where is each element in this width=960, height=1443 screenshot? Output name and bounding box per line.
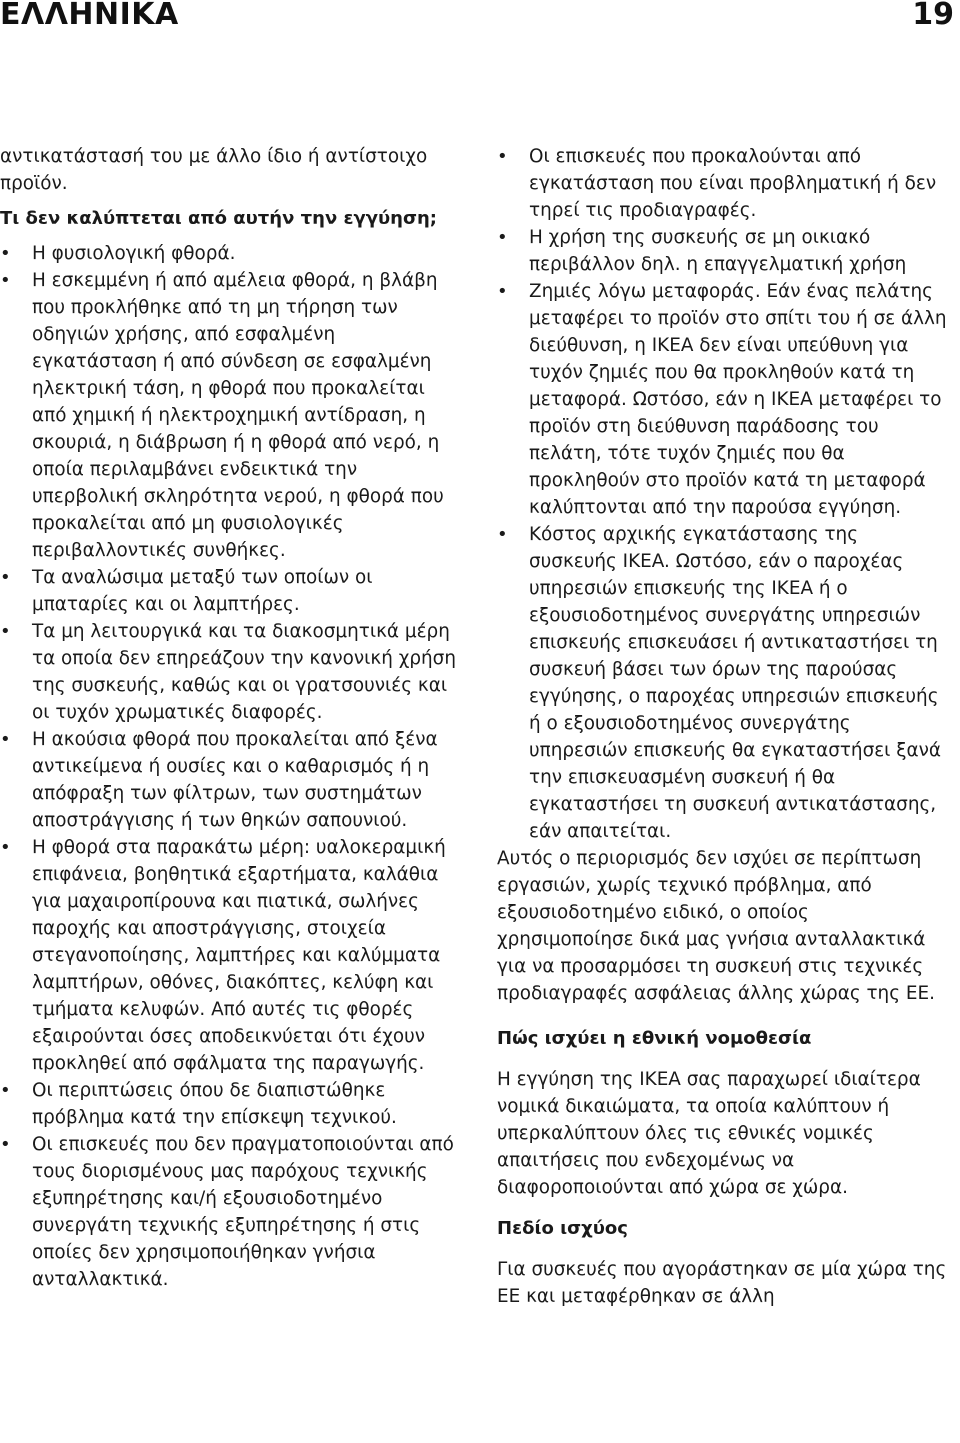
scope-heading: Πεδίο ισχύος [497, 1218, 628, 1239]
limitation-paragraph: Αυτός ο περιορισμός δεν ισχύει σε περίπτωση εργασιών, χωρίς τεχνικό πρόβλημα, από εξουσιοδοτημένο ειδικό, ο οποίος χρησιμοποίησε δικά μας γνήσια ανταλλακτικά για να προσαρμόσει τη συσκευή στις τεχνικές προδιαγραφές ασφάλειας άλλης χώρας της ΕΕ. [497, 848, 935, 1004]
list-item: • Οι επισκευές που δεν πραγματοποιούνται από τους διορισμένους μας παρόχους τεχνικής εξυπηρέτησης και/ή εξουσιοδοτημένο συνεργάτη τεχνικής εξυπηρέτησης ή στις οποίες δεν χρησιμοποιήθηκαν γνήσια ανταλλακτικά. [0, 1131, 462, 1293]
national-law-paragraph: Η εγγύηση της IKEA σας παραχωρεί ιδιαίτερα νομικά δικαιώματα, τα οποία καλύπτουν ή υπερκαλύπτουν όλες τις εθνικές νομικές απαιτήσεις που ενδεχομένως να διαφοροποιούνται από χώρα σε χώρα. [497, 1069, 921, 1198]
list-item: • Οι επισκευές που προκαλούνται από εγκατάσταση που είναι προβληματική ή δεν τηρεί τις προδιαγραφές. [497, 143, 949, 224]
scope-paragraph: Για συσκευές που αγοράστηκαν σε μία χώρα της ΕΕ και μεταφέρθηκαν σε άλλη [497, 1259, 947, 1307]
not-covered-list-continued [497, 143, 949, 845]
intro-paragraph: αντικατάστασή του με άλλο ίδιο ή αντίστοιχο προϊόν. [0, 146, 428, 194]
list-item: • Η χρήση της συσκευής σε μη οικιακό περιβάλλον δηλ. η επαγγελματική χρήση [497, 224, 949, 278]
list-item: • Η φθορά στα παρακάτω μέρη: υαλοκεραμική επιφάνεια, βοηθητικά εξαρτήματα, καλάθια για μαχαιροπίρουνα και πιατικά, σωλήνες παροχής και αποστράγγισης, στοιχεία στεγανοποίησης, λαμπτήρες και καλύμματα λαμπτήρων, οθόνες, διακόπτες, κελύφη και τμήματα κελυφών. Από αυτές τις φθορές εξαιρούνται όσες αποδεικνύεται ότι έχουν προκληθεί από σφάλματα της παραγωγής. [0, 834, 462, 1077]
list-item: • Τα μη λειτουργικά και τα διακοσμητικά μέρη τα οποία δεν επηρεάζουν την κανονική χρήση της συσκευής, καθώς και οι γρατσουνιές και οι τυχόν χρωματικές διαφορές. [0, 618, 462, 726]
right-column [497, 143, 949, 1310]
page-header [0, 0, 960, 36]
left-column [0, 143, 462, 1293]
list-item: • Ζημιές λόγω μεταφοράς. Εάν ένας πελάτης μεταφέρει το προϊόν στο σπίτι του ή σε άλλη διεύθυνση, η IKEA δεν είναι υπεύθυνη για τυχόν ζημιές που θα προκληθούν κατά τη μεταφορά. Ωστόσο, εάν η IKEA μεταφέρει το προϊόν στη διεύθυνση παράδοσης του πελάτη, τότε τυχόν ζημιές που θα προκληθούν στο προϊόν κατά τη μεταφορά καλύπτονται από την παρούσα εγγύηση. [497, 278, 949, 521]
national-law-heading: Πώς ισχύει η εθνική νομοθεσία [497, 1028, 812, 1049]
list-item: • Τα αναλώσιμα μεταξύ των οποίων οι μπαταρίες και οι λαμπτήρες. [0, 564, 462, 618]
list-item: • Η εσκεμμένη ή από αμέλεια φθορά, η βλάβη που προκλήθηκε από τη μη τήρηση των οδηγιών χρήσης, από εσφαλμένη εγκατάσταση ή από σύνδεση σε εσφαλμένη ηλεκτρική τάση, η φθορά που προκαλείται από χημική ή ηλεκτροχημική αντίδραση, η σκουριά, η διάβρωση ή η φθορά από νερό, η οποία περιλαμβάνει ενδεικτικά την υπερβολική σκληρότητα νερού, η φθορά που προκαλείται από μη φυσιολογικές περιβαλλοντικές συνθήκες. [0, 267, 462, 564]
list-item: • Η φυσιολογική φθορά. [0, 240, 462, 267]
list-item: • Κόστος αρχικής εγκατάστασης της συσκευής IKEA. Ωστόσο, εάν ο παροχέας υπηρεσιών επισκευής της IKEA ή ο εξουσιοδοτημένος συνεργάτης υπηρεσιών επισκευής επισκευάσει ή αντικαταστήσει τη συσκευή βάσει των όρων της παρούσας εγγύησης, ο παροχέας υπηρεσιών επισκευής ή ο εξουσιοδοτημένος συνεργάτης υπηρεσιών επισκευής θα εγκαταστήσει ξανά την επισκευασμένη συσκευή ή θα εγκαταστήσει τη συσκευή αντικατάστασης, εάν απαιτείται. [497, 521, 949, 845]
list-item: • Η ακούσια φθορά που προκαλείται από ξένα αντικείμενα ή ουσίες και ο καθαρισμός ή η απόφραξη των φίλτρων, των συστημάτων αποστράγγισης ή των θηκών σαπουνιού. [0, 726, 462, 834]
page-number: 19 [912, 0, 954, 32]
not-covered-list [0, 240, 462, 1293]
language-label: ΕΛΛΗΝΙΚΑ [0, 0, 179, 32]
list-item: • Οι περιπτώσεις όπου δε διαπιστώθηκε πρόβλημα κατά την επίσκεψη τεχνικού. [0, 1077, 462, 1131]
not-covered-heading: Τι δεν καλύπτεται από αυτήν την εγγύηση; [0, 208, 438, 229]
